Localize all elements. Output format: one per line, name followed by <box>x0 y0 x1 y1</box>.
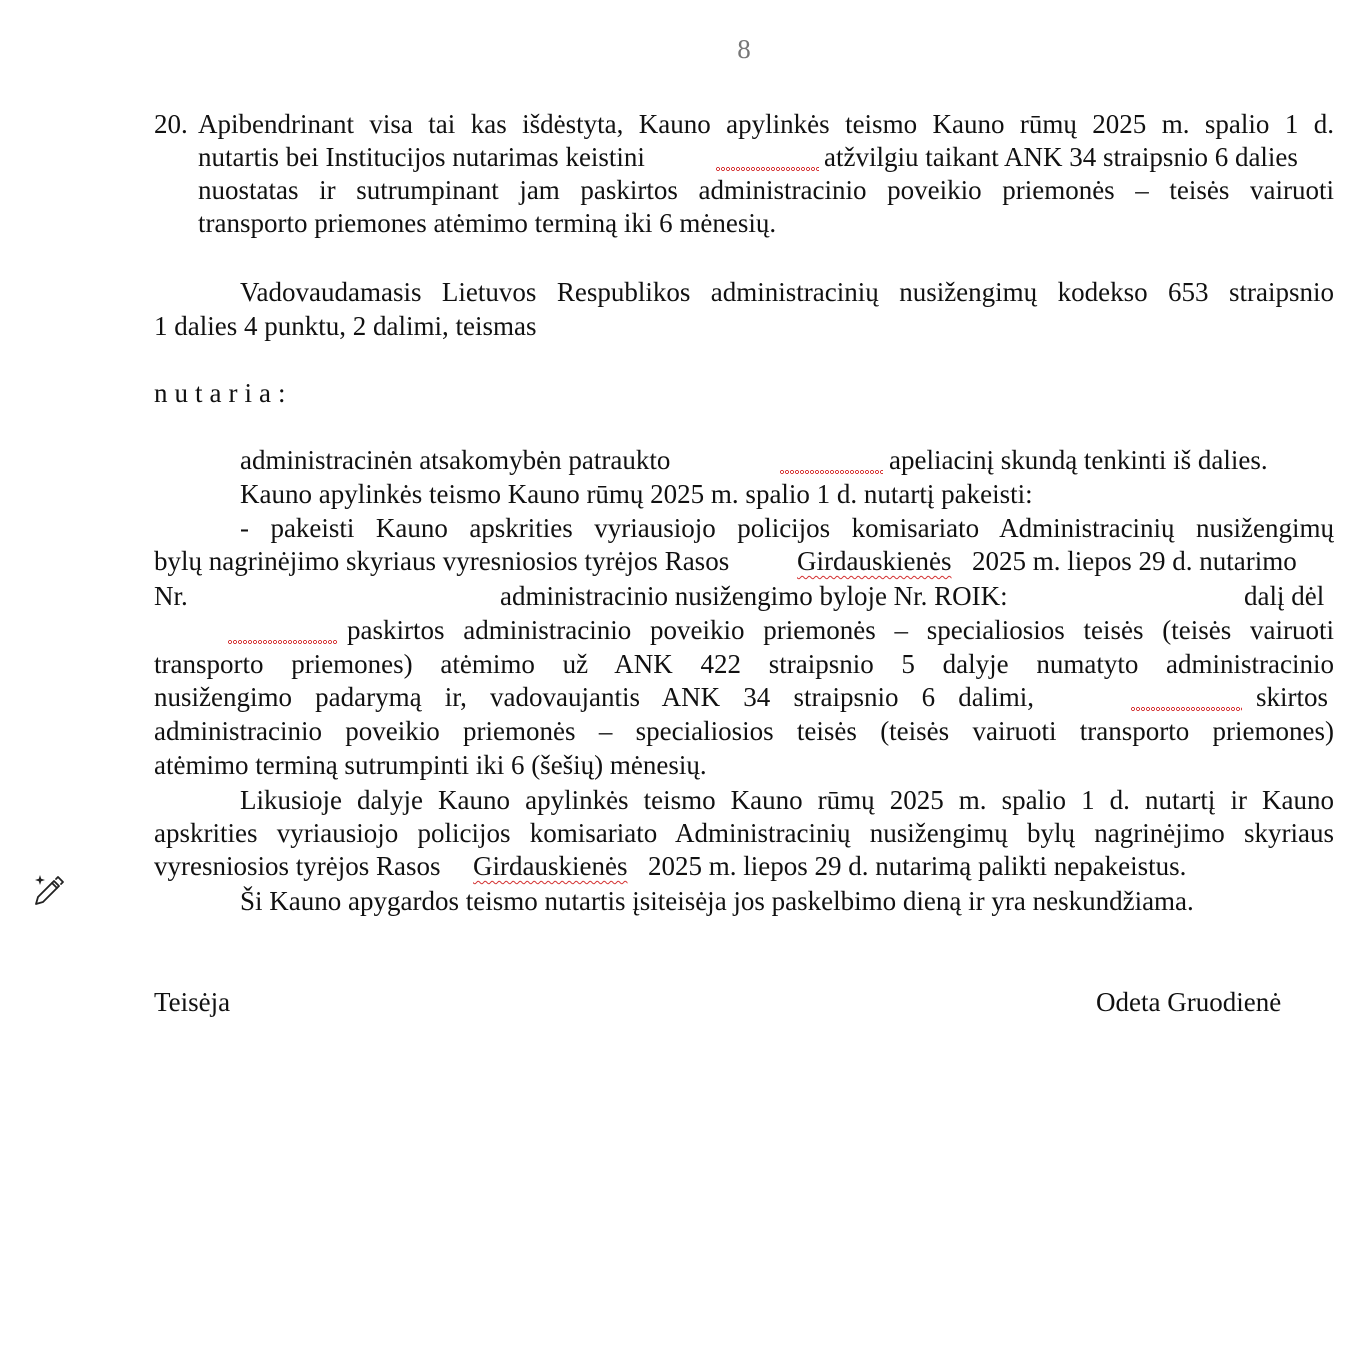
ruling-b3-a: Nr. <box>154 581 188 611</box>
signature-role: Teisėja <box>154 987 231 1017</box>
ruling-b2-a: bylų nagrinėjimo skyriaus vyresniosios tyrėjos Rasos <box>154 546 730 576</box>
ruling-a1-b: apeliacinį skundą tenkinti iš dalies. <box>889 445 1268 475</box>
para20-line2-a: nutartis bei Institucijos nutarimas keistini <box>198 142 645 172</box>
ruling-a1-a: administracinėn atsakomybėn patraukto <box>240 445 671 475</box>
vadov-line1: Vadovaudamasis Lietuvos Respublikos administracinių nusižengimų kodekso 653 straipsnio <box>240 277 1334 307</box>
ruling-d1: Ši Kauno apygardos teismo nutartis įsiteisėja jos paskelbimo dieną ir yra neskundžiama. <box>240 886 1194 916</box>
para20-number: 20. <box>154 109 188 139</box>
ruling-b8: atėmimo terminą sutrumpinti iki 6 (šešių) mėnesių. <box>154 750 707 780</box>
ruling-b6-a: nusižengimo padarymą ir, vadovaujantis ANK 34 straipsnio 6 dalimi, <box>154 682 1034 712</box>
ruling-b2-name: Girdauskienės <box>797 546 952 576</box>
ruling-c3-b: 2025 m. liepos 29 d. nutarimą palikti nepakeistus. <box>648 851 1187 881</box>
redacted-name-2 <box>780 443 883 477</box>
ruling-c3-name: Girdauskienės <box>473 851 628 881</box>
redacted-name-1 <box>716 140 819 174</box>
ruling-c1: Likusioje dalyje Kauno apylinkės teismo Kauno rūmų 2025 m. spalio 1 d. nutartį ir Kauno <box>240 785 1334 815</box>
vadov-line2: 1 dalies 4 punktu, 2 dalimi, teismas <box>154 311 537 341</box>
ruling-c2: apskrities vyriausiojo policijos komisariato Administracinių nusižengimų bylų nagrinėjimo skyriaus <box>154 818 1334 848</box>
redacted-name-3 <box>228 613 338 647</box>
para20-line1: Apibendrinant visa tai kas išdėstyta, Kauno apylinkės teismo Kauno rūmų 2025 m. spalio 1 d. <box>198 109 1334 139</box>
para20-line2-b: atžvilgiu taikant ANK 34 straipsnio 6 dalies <box>824 142 1298 172</box>
ruling-c3-a: vyresniosios tyrėjos Rasos <box>154 851 441 881</box>
ruling-b5: transporto priemones) atėmimo už ANK 422 straipsnio 5 dalyje numatyto administracinio <box>154 649 1334 679</box>
redacted-name-4 <box>1131 680 1242 714</box>
ruling-b3-b: administracinio nusižengimo byloje Nr. ROIK: <box>500 581 1008 611</box>
para20-line4: transporto priemones atėmimo terminą iki 6 mėnesių. <box>198 208 777 238</box>
para20-line3: nuostatas ir sutrumpinant jam paskirtos administracinio poveikio priemonės – teisės vairuoti <box>198 175 1334 205</box>
ruling-b6-b: skirtos <box>1256 682 1329 712</box>
ruling-a2: Kauno apylinkės teismo Kauno rūmų 2025 m. spalio 1 d. nutartį pakeisti: <box>240 479 1033 509</box>
signature-name: Odeta Gruodienė <box>1096 987 1282 1017</box>
ruling-b4: paskirtos administracinio poveikio priemonės – specialiosios teisės (teisės vairuoti <box>347 615 1334 645</box>
ruling-b7: administracinio poveikio priemonės – specialiosios teisės (teisės vairuoti transporto priemones) <box>154 716 1334 746</box>
sparkle-pen-icon[interactable] <box>32 872 68 908</box>
nutaria-heading: nutaria: <box>154 378 293 408</box>
ruling-b3-c: dalį dėl <box>1244 581 1325 611</box>
ruling-b1: - pakeisti Kauno apskrities vyriausiojo policijos komisariato Administracinių nusižengimų <box>240 513 1334 543</box>
ruling-b2-b: 2025 m. liepos 29 d. nutarimo <box>972 546 1297 576</box>
page-number: 8 <box>737 34 751 64</box>
